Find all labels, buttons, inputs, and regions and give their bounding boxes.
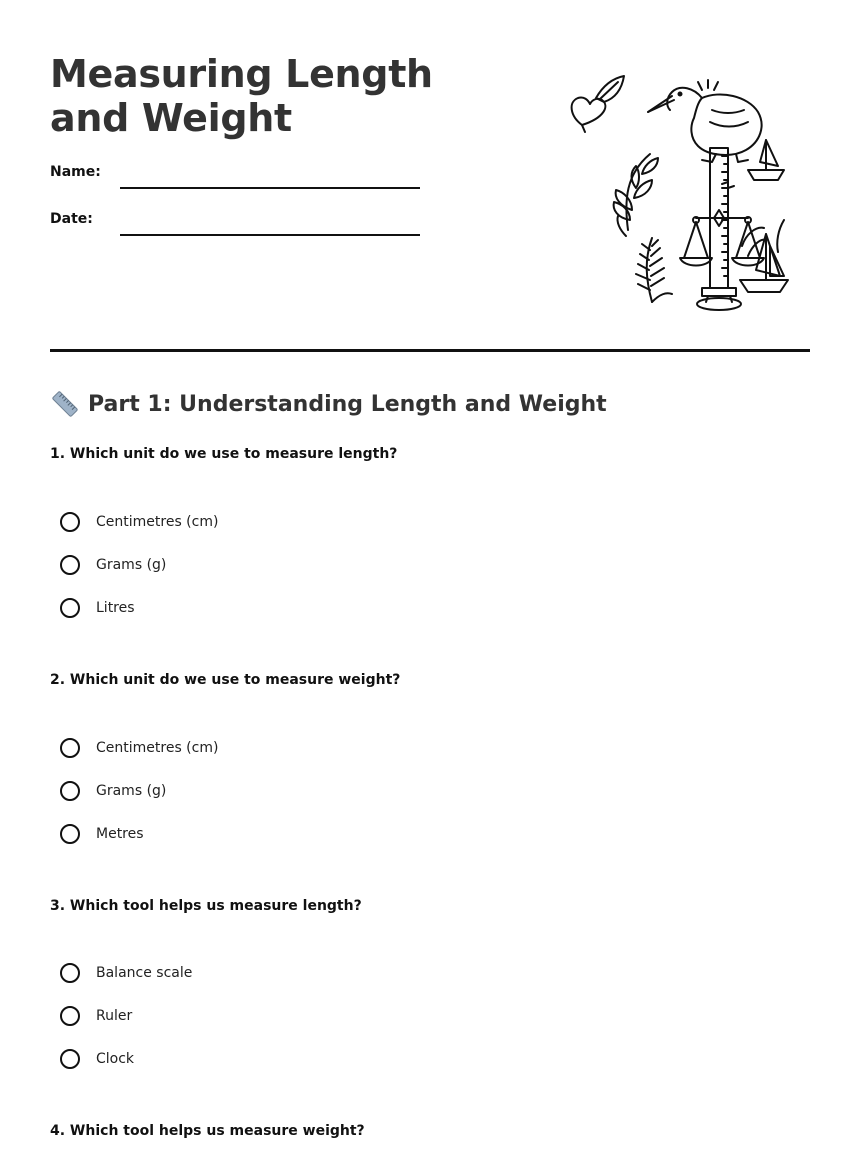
header-divider <box>50 349 810 352</box>
kiwi-bird-icon <box>648 80 762 162</box>
option-label: Clock <box>96 1051 135 1067</box>
option-label: Litres <box>96 600 135 616</box>
option-label: Balance scale <box>96 965 193 981</box>
section-title-text: Part 1: Understanding Length and Weight <box>88 391 607 417</box>
option-metres[interactable] <box>60 821 144 847</box>
name-field[interactable] <box>50 164 420 188</box>
option-centimetres[interactable] <box>60 735 218 761</box>
option-clock[interactable] <box>60 1046 134 1072</box>
option-label: Grams (g) <box>96 557 167 573</box>
option-label: Ruler <box>96 1008 133 1024</box>
option-label: Metres <box>96 826 144 842</box>
section-title <box>50 388 607 420</box>
radio-button[interactable] <box>60 598 80 618</box>
worksheet-header <box>50 0 810 352</box>
option-label: Centimetres (cm) <box>96 740 219 756</box>
balance-scale-icon <box>680 210 764 266</box>
option-balance-scale[interactable] <box>60 960 192 986</box>
radio-button[interactable] <box>60 824 80 844</box>
sailboat-large-icon <box>740 220 788 292</box>
ruler-icon <box>50 389 80 419</box>
radio-button[interactable] <box>60 555 80 575</box>
question-text: 3. Which tool helps us measure length? <box>50 898 362 914</box>
date-field[interactable] <box>50 211 420 235</box>
radio-button[interactable] <box>60 738 80 758</box>
radio-button[interactable] <box>60 781 80 801</box>
option-label: Grams (g) <box>96 783 167 799</box>
fern-icon <box>636 238 672 302</box>
kiwi-ruler-scale-illustration <box>552 70 792 320</box>
branch-icon <box>614 154 658 236</box>
radio-button[interactable] <box>60 963 80 983</box>
date-label: Date: <box>50 211 93 227</box>
option-ruler[interactable] <box>60 1003 132 1029</box>
date-line[interactable] <box>120 234 420 236</box>
question-text: 4. Which tool helps us measure weight? <box>50 1123 365 1139</box>
option-grams[interactable] <box>60 552 166 578</box>
option-centimetres[interactable] <box>60 509 218 535</box>
radio-button[interactable] <box>60 1049 80 1069</box>
question-text: 2. Which unit do we use to measure weight? <box>50 672 401 688</box>
option-label: Centimetres (cm) <box>96 514 219 530</box>
name-line[interactable] <box>120 187 420 189</box>
option-litres[interactable] <box>60 595 135 621</box>
option-grams[interactable] <box>60 778 166 804</box>
heart-icon <box>572 76 624 132</box>
sailboat-icon <box>722 70 792 188</box>
radio-button[interactable] <box>60 512 80 532</box>
worksheet-title: Measuring Length and Weight <box>50 52 433 140</box>
question-text: 1. Which unit do we use to measure length? <box>50 446 398 462</box>
radio-button[interactable] <box>60 1006 80 1026</box>
name-label: Name: <box>50 164 101 180</box>
worksheet-page <box>50 0 810 1161</box>
ruler-icon <box>697 148 741 310</box>
